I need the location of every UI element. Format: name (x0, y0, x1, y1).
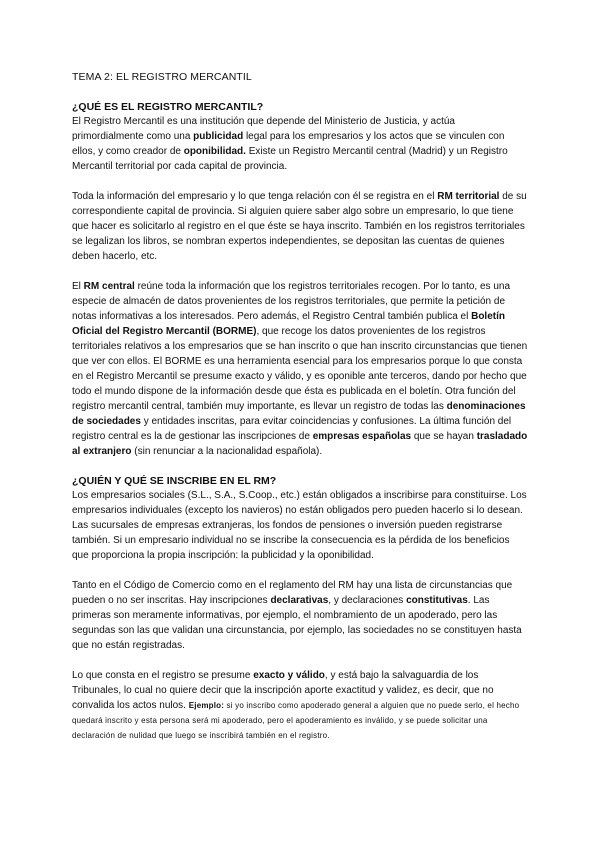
text-run: , y está bajo la salvaguardia de los Tribunales, lo cual no quiere decir que la inscripción aporte exactitud y validez, es decir, que no convalida los actos nulos. (72, 670, 494, 711)
text-run: , y declaraciones (328, 595, 407, 606)
text-run: (sin renunciar a la nacionalidad española). (131, 446, 323, 457)
section-title-quien-y-que: ¿QUIÉN Y QUÉ SE INSCRIBE EN EL RM? (72, 475, 277, 487)
text-run: . Las primeras son meramente informativas, por ejemplo, el nombramiento de un apoderado, pero las segundas son las que validan una circunstancia, por ejemplo, las sociedades no se constituyen hasta que no están registradas. (72, 595, 522, 651)
text-run: , que recoge los datos provenientes de los registros territoriales relativos a los empresarios que se han inscrito o que han inscrito circunstancias que tienen que ver con ellos. El BORME es una herramienta esencial para los empresarios porque lo que consta en el Registro Mercantil se presume exacto y válido, y es oponible ante terceros, dando por hecho que todo el mundo dispone de la información desde que ésta es publicada en el boletín. Otra función del registro mercantil central, también muy importante, es llevar un registro de todas las (72, 326, 528, 412)
bold-text-run: Ejemplo: (188, 701, 225, 710)
paragraph (72, 488, 528, 563)
text-run: Tanto en el Código de Comercio como en el reglamento del RM hay una lista de circunstancias que pueden o no ser inscritas. Hay inscripciones (72, 580, 513, 606)
bold-text-run: trasladado al extranjero (72, 431, 528, 457)
text-run: Existe un Registro Mercantil central (Madrid) y un Registro Mercantil territorial por cada capital de provincia. (72, 146, 508, 172)
bold-text-run: denominaciones de sociedades (72, 401, 526, 427)
bold-text-run: RM territorial (437, 191, 500, 202)
bold-text-run: empresas españolas (312, 431, 412, 442)
bold-text-run: publicidad (193, 131, 244, 142)
document-body (72, 70, 528, 758)
bold-text-run: RM central (83, 281, 135, 292)
text-run: Los empresarios sociales (S.L., S.A., S.Coop., etc.) están obligados a inscribirse para constituirse. Los empresarios individuales (excepto los navieros) no están obligados pero pueden hacerlo si lo desean. Las sucursales de empresas extranjeras, los fondos de pensiones o inversión pueden registrarse también. Si un empresario individual no se inscribe la consecuencia es la pérdida de los beneficios que proporciona la propia inscripción: la publicidad y la oponibilidad. (72, 490, 527, 561)
document-title: TEMA 2: EL REGISTRO MERCANTIL (72, 71, 252, 83)
text-run: Toda la información del empresario y lo que tenga relación con él se registra en el (72, 191, 438, 202)
bold-text-run: constitutivas (406, 595, 468, 606)
text-run: legal para los empresarios y los actos que se vinculen con ellos, y como creador de (72, 131, 505, 157)
text-run: de su correspondiente capital de provincia. Si alguien quiere saber algo sobre un empresario, lo que tiene que hacer es solicitarlo al registro en el que éste se haya inscrito. También en los registros territoriales se legalizan los libros, se nombran expertos independientes, se depositan las cuentas de quienes deben hacerlo, etc. (72, 191, 527, 262)
text-run: Lo que consta en el registro se presume (72, 670, 254, 681)
text-run: reúne toda la información que los registros territoriales recogen. Por lo tanto, es una especie de almacén de datos provenientes de los registros territoriales, que permite la petición de notas informativas a los interesados. Pero además, el Registro Central también publica el (72, 281, 511, 322)
bold-text-run: Boletín Oficial del Registro Mercantil (BORME) (72, 311, 505, 337)
paragraph (72, 578, 528, 653)
paragraph (72, 279, 528, 459)
text-run: que se hayan (411, 431, 477, 442)
paragraph (72, 114, 528, 174)
paragraph (72, 189, 528, 264)
paragraph (72, 668, 528, 743)
bold-text-run: oponibilidad. (183, 146, 246, 157)
text-run: El (72, 281, 84, 292)
bold-text-run: exacto y válido (253, 670, 325, 681)
section-title-que-es: ¿QUÉ ES EL REGISTRO MERCANTIL? (72, 101, 264, 113)
text-run: si yo inscribo como apoderado general a alguien que no puede serlo, el hecho quedará inscrito y esta persona será mi apoderado, pero el apoderamiento es inválido, y se puede solicitar una declaración de nulidad que luego se inscribirá también en el registro. (72, 701, 520, 740)
text-run: El Registro Mercantil es una institución que depende del Ministerio de Justicia, y actúa primordialmente como una (72, 116, 455, 142)
text-run: y entidades inscritas, para evitar coincidencias y confusiones. La última función del registro central es la de gestionar las inscripciones de (72, 416, 512, 442)
bold-text-run: declarativas (270, 595, 329, 606)
